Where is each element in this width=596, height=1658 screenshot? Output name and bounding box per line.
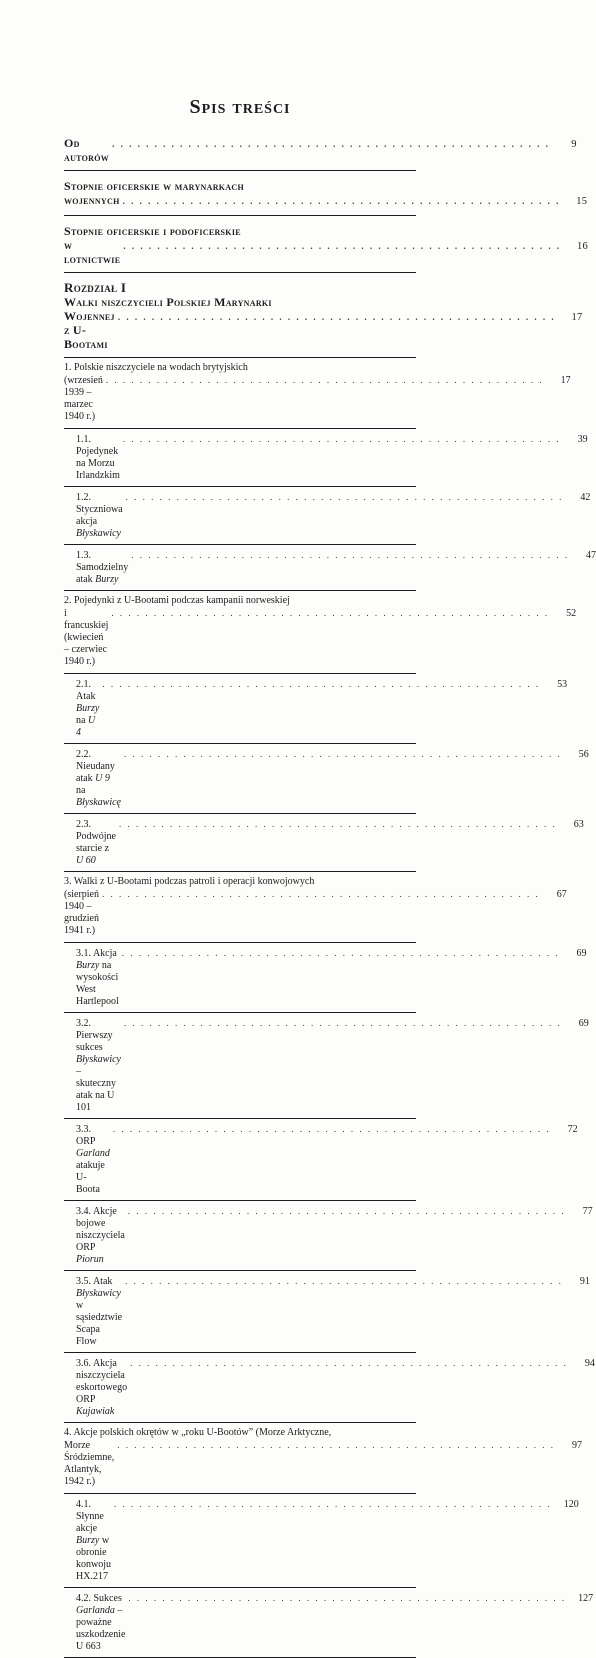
toc-section-3: 3. Walki z U-Bootami podczas patroli i operacji konwojowych (sierpień 1940 – grudzień 1941 r.) . . . . . . . . . . . . . . . . . . . . . . . . . . . . . . . . . . . . . . . . . . . . . . . . . . . . 67 [64, 876, 567, 936]
table-of-contents [64, 128, 596, 1658]
toc-subsection-3-2: 3.2. Pierwszy sukces Błyskawicy – skuteczny atak na U 101 . . . . . . . . . . . . . . . . . . . . . . . . . . . . . . . . . . . . . . . . . . . . . . . . . . . . 69 [76, 1018, 589, 1113]
page-number: 42 [580, 492, 591, 503]
toc-subsection-1-2: 1.2. Styczniowa akcja Błyskawicy . . . . . . . . . . . . . . . . . . . . . . . . . . . . . . . . . . . . . . . . . . . . . . . . . . . . 42 [76, 492, 591, 539]
page-number: 97 [572, 1440, 583, 1451]
page-number: 72 [567, 1124, 578, 1135]
toc-entry-rozdzial-1: Rozdział I Walki niszczycieli Polskiej Marynarki Wojennej z U-Bootami . . . . . . . . . . . . . . . . . . . . . . . . . . . . . . . . . . . . . . . . . . . . . . . . . . . . 17 [64, 280, 583, 351]
page-number: 63 [573, 819, 584, 830]
page-number: 56 [578, 749, 589, 760]
page-number: 53 [557, 679, 568, 690]
toc-subsection-3-3: 3.3. ORP Garland atakuje U-Boota . . . . . . . . . . . . . . . . . . . . . . . . . . . . . . . . . . . . . . . . . . . . . . . . . . . . 72 [76, 1124, 578, 1195]
toc-subsection-1-3: 1.3. Samodzielny atak Burzy . . . . . . . . . . . . . . . . . . . . . . . . . . . . . . . . . . . . . . . . . . . . . . . . . . . . 47 [76, 550, 596, 585]
page-number: 9 [571, 139, 577, 150]
page-number: 67 [556, 889, 567, 900]
toc-section-2: 2. Pojedynki z U-Bootami podczas kampanii norweskiej i francuskiej (kwiecień – czerwiec 1940 r.) . . . . . . . . . . . . . . . . . . . . . . . . . . . . . . . . . . . . . . . . . . . . . . . . . . . . 52 [64, 595, 577, 667]
page-number: 77 [582, 1206, 593, 1217]
toc-subsection-3-5: 3.5. Atak Błyskawicy w sąsiedztwie Scapa Flow . . . . . . . . . . . . . . . . . . . . . . . . . . . . . . . . . . . . . . . . . . . . . . . . . . . . 91 [76, 1276, 590, 1347]
page-number: 16 [576, 241, 589, 252]
toc-entry-stopnie-marynarka: Stopnie oficerskie w marynarkach wojennych . . . . . . . . . . . . . . . . . . . . . . . . . . . . . . . . . . . . . . . . . . . . . . . . . . . . 15 [64, 179, 588, 207]
toc-section-4: 4. Akcje polskich okrętów w „roku U-Bootów” (Morze Arktyczne, Morze Śródziemne, Atlantyk, 1942 r.) . . . . . . . . . . . . . . . . . . . . . . . . . . . . . . . . . . . . . . . . . . . . . . . . . . . . 97 [64, 1427, 583, 1487]
page-number: 47 [585, 550, 596, 561]
toc-entry-stopnie-lotnictwo: Stopnie oficerskie i podoficerskie w lotnictwie . . . . . . . . . . . . . . . . . . . . . . . . . . . . . . . . . . . . . . . . . . . . . . . . . . . . 16 [64, 224, 589, 266]
toc-entry-od-autorow: Od autorów . . . . . . . . . . . . . . . . . . . . . . . . . . . . . . . . . . . . . . . . . . . . . . . . . . . . 9 [64, 136, 577, 164]
page-number: 69 [576, 948, 587, 959]
toc-subsection-4-2: 4.2. Sukces Garlanda – poważne uszkodzenie U 663 . . . . . . . . . . . . . . . . . . . . . . . . . . . . . . . . . . . . . . . . . . . . . . . . . . . . 127 [76, 1593, 594, 1652]
toc-subsection-2-1: 2.1. Atak Burzy na U 4 . . . . . . . . . . . . . . . . . . . . . . . . . . . . . . . . . . . . . . . . . . . . . . . . . . . . 53 [76, 679, 568, 738]
toc-subsection-1-1: 1.1. Pojedynek na Morzu Irlandzkim . . . . . . . . . . . . . . . . . . . . . . . . . . . . . . . . . . . . . . . . . . . . . . . . . . . . 39 [76, 434, 588, 481]
page-number: 94 [584, 1358, 595, 1369]
page-number: 17 [560, 375, 571, 386]
toc-subsection-3-4: 3.4. Akcje bojowe niszczyciela ORP Piorun . . . . . . . . . . . . . . . . . . . . . . . . . . . . . . . . . . . . . . . . . . . . . . . . . . . . 77 [76, 1206, 593, 1265]
toc-section-1: 1. Polskie niszczyciele na wodach brytyjskich (wrzesień 1939 – marzec 1940 r.) . . . . . . . . . . . . . . . . . . . . . . . . . . . . . . . . . . . . . . . . . . . . . . . . . . . . 17 [64, 362, 571, 422]
toc-subsection-3-1: 3.1. Akcja Burzy na wysokości West Hartlepool . . . . . . . . . . . . . . . . . . . . . . . . . . . . . . . . . . . . . . . . . . . . . . . . . . . . 69 [76, 948, 587, 1007]
toc-subsection-3-6: 3.6. Akcja niszczyciela eskortowego ORP Kujawiak . . . . . . . . . . . . . . . . . . . . . . . . . . . . . . . . . . . . . . . . . . . . . . . . . . . . 94 [76, 1358, 595, 1417]
page-number: 17 [571, 312, 583, 323]
toc-subsection-4-1: 4.1. Słynne akcje Burzy w obronie konwoju HX.217 . . . . . . . . . . . . . . . . . . . . . . . . . . . . . . . . . . . . . . . . . . . . . . . . . . . . 120 [76, 1499, 579, 1582]
page-number: 39 [577, 434, 588, 445]
page-number: 120 [563, 1499, 579, 1510]
toc-subsection-2-3: 2.3. Podwójne starcie z U 60 . . . . . . . . . . . . . . . . . . . . . . . . . . . . . . . . . . . . . . . . . . . . . . . . . . . . 63 [76, 819, 584, 866]
page-number: 127 [578, 1593, 594, 1604]
toc-subsection-2-2: 2.2. Nieudany atak U 9 na Błyskawicę . . . . . . . . . . . . . . . . . . . . . . . . . . . . . . . . . . . . . . . . . . . . . . . . . . . . 56 [76, 749, 589, 808]
page-number: 69 [578, 1018, 589, 1029]
page-number: 52 [566, 608, 577, 619]
page-number: 15 [576, 196, 588, 207]
page-title: Spis treści [189, 96, 291, 118]
page-number: 91 [579, 1276, 590, 1287]
